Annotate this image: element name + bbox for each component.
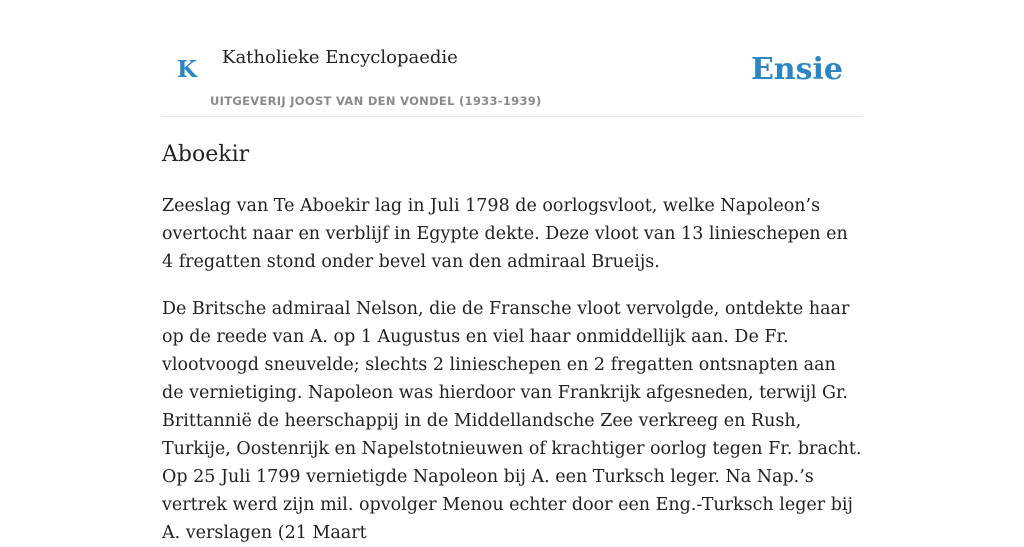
article bbox=[162, 140, 862, 547]
encyclopedia-logo[interactable]: K bbox=[177, 56, 197, 83]
article-title: Aboekir bbox=[162, 142, 250, 167]
encyclopedia-title[interactable]: Katholieke Encyclopaedie bbox=[222, 47, 458, 68]
article-paragraph-2: De Britsche admiraal Nelson, die de Fransche vloot vervolgde, ontdekte haar op de reede van A. op 1 Augustus en viel haar onmiddellijk aan. De Fr. vlootvoogd sneuvelde; slechts 2 linieschepen en 2 fregatten ontsnapten aan de vernietiging. Napoleon was hierdoor van Frankrijk afgesneden, terwijl Gr. Brittannië de heerschappij in de Middellandsche Zee verkreeg en Rush, Turkije, Oostenrijk en Napelstotnieuwen of krachtiger oorlog tegen Fr. bracht. Op 25 Juli 1799 vernietigde Napoleon bij A. een Turksch leger. Na Nap.’s vertrek werd zijn mil. opvolger Menou echter door een Eng.-Turksch leger bij A. verslagen (21 Maart bbox=[162, 299, 862, 543]
ensie-brand-logo[interactable]: Ensie bbox=[750, 52, 843, 87]
publisher-subtitle: UITGEVERIJ JOOST VAN DEN VONDEL (1933-1939) bbox=[210, 94, 542, 108]
article-paragraph-1: Zeeslag van Te Aboekir lag in Juli 1798 de oorlogsvloot, welke Napoleon’s overtocht naar en verblijf in Egypte dekte. Deze vloot van 13 linieschepen en 4 fregatten stond onder bevel van den admiraal Brueijs. bbox=[162, 196, 848, 272]
site-header bbox=[162, 0, 862, 117]
